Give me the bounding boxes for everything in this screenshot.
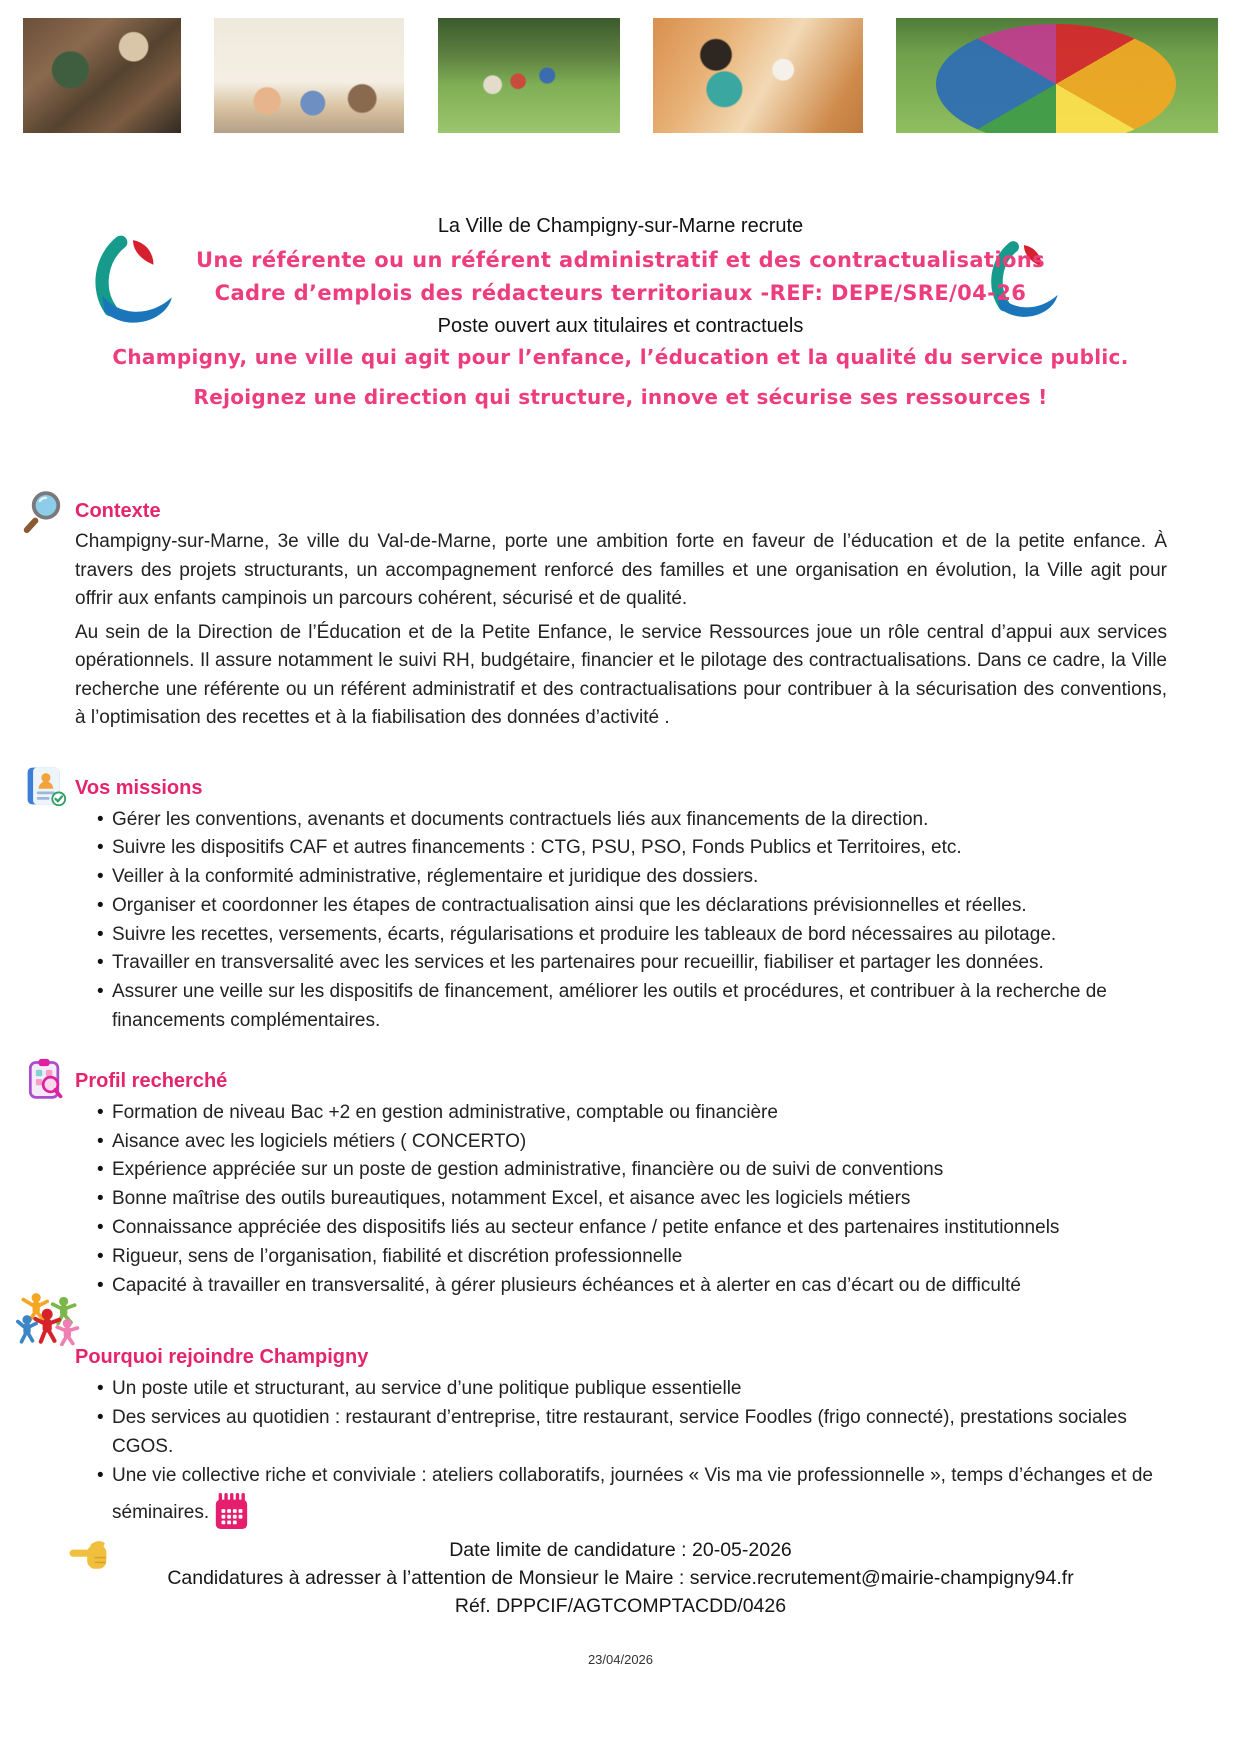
section-pourquoi: [75, 1346, 1167, 1540]
profil-heading: [75, 1070, 1167, 1093]
list-item: • Suivre les dispositifs CAF et autres financements : CTG, PSU, PSO, Fonds Publics et Territoires, etc.: [97, 834, 1167, 863]
list-item: • Aisance avec les logiciels métiers ( CONCERTO): [97, 1128, 1167, 1157]
list-item: • Connaissance appréciée des dispositifs liés au secteur enfance / petite enfance et des partenaires institutionnels: [97, 1214, 1167, 1243]
document-body: [75, 440, 1167, 1540]
job-title: Une référente ou un référent administratif et des contractualisations: [195, 248, 1046, 272]
photo-toddlers-indoor: [214, 18, 404, 133]
list-item: • Veiller à la conformité administrative, réglementaire et juridique des dossiers.: [97, 863, 1167, 892]
tagline-line1: Champigny, une ville qui agit pour l’enfance, l’éducation et la qualité du service public.: [112, 345, 1129, 369]
profil-list: [75, 1099, 1167, 1301]
job-grade-reference: Cadre d’emplois des rédacteurs territoriaux -REF: DEPE/SRE/04-26: [214, 281, 1027, 305]
section-profil: [75, 1070, 1167, 1301]
list-item: • Travailler en transversalité avec les services et les partenaires pour recueillir, fiabiliser et partager les données.: [97, 949, 1167, 978]
section-contexte: [75, 500, 1167, 733]
photo-park-running: [438, 18, 620, 133]
photo-strip: [23, 18, 1218, 133]
list-item: • Organiser et coordonner les étapes de contractualisation ainsi que les déclarations prévisionnelles et réelles.: [97, 892, 1167, 921]
missions-heading: [75, 777, 1167, 800]
missions-heading-label: Vos missions: [75, 776, 203, 799]
photo-children-lunch: [653, 18, 863, 133]
list-item-text: Une vie collective riche et conviviale : ateliers collaboratifs, journées « Vis ma vie professionnelle », temps d’échanges et de séminaires.: [112, 1464, 1153, 1523]
notebook-person-icon: [23, 764, 67, 814]
list-item: • Assurer une veille sur les dispositifs de financement, améliorer les outils et procédures, et contribuer à la recherche de financements complémentaires.: [97, 978, 1167, 1036]
contexte-heading: [75, 500, 1167, 523]
footer: [0, 1536, 1241, 1620]
header-intro: La Ville de Champigny-sur-Marne recrute: [437, 215, 804, 237]
clipboard-magnifier-icon: [23, 1057, 67, 1107]
deadline-line: Date limite de candidature : 20-05-2026: [449, 1539, 792, 1561]
header: [0, 215, 1241, 338]
pourquoi-list: [75, 1375, 1167, 1540]
photo-children-hug: [23, 18, 181, 133]
photo-parachute-game: [896, 18, 1218, 133]
contexte-heading-label: Contexte: [75, 500, 161, 522]
list-item: • Formation de niveau Bac +2 en gestion administrative, comptable ou financière: [97, 1099, 1167, 1128]
tagline: [0, 345, 1241, 409]
pourquoi-heading-label: Pourquoi rejoindre Champigny: [75, 1346, 369, 1369]
list-item: • Expérience appréciée sur un poste de gestion administrative, financière ou de suivi de conventions: [97, 1156, 1167, 1185]
rainbow-parachute: [936, 24, 1176, 133]
list-item: • Gérer les conventions, avenants et documents contractuels liés aux financements de la direction.: [97, 806, 1167, 835]
list-item: • Des services au quotidien : restaurant d’entreprise, titre restaurant, service Foodles (frigo connecté), prestations sociales CGOS.: [97, 1404, 1167, 1462]
list-item: • Suivre les recettes, versements, écarts, régularisations et produire les tableaux de bord nécessaires au pilotage.: [97, 921, 1167, 950]
section-missions: [75, 777, 1167, 1036]
list-item: • Rigueur, sens de l’organisation, fiabilité et discrétion professionnelle: [97, 1243, 1167, 1272]
contexte-paragraph-1: Champigny-sur-Marne, 3e ville du Val-de-Marne, porte une ambition forte en faveur de l’éducation et de la petite enfance. À travers des projets structurants, un accompagnement renforcé des familles et une organisation en évolution, la Ville agit pour offrir aux enfants campinois un parcours cohérent, sécurisé et de qualité.: [75, 531, 1167, 609]
printed-date: 23/04/2026: [587, 1652, 654, 1667]
list-item: • Capacité à travailler en transversalité, à gérer plusieurs échéances et à alerter en cas d’écart ou de difficulté: [97, 1272, 1167, 1301]
pourquoi-heading: [75, 1346, 1167, 1369]
contexte-paragraph-2: Au sein de la Direction de l’Éducation et de la Petite Enfance, le service Ressources joue un rôle central d’appui aux services opérationnels. Il assure notamment le suivi RH, budgétaire, financier et le pilotage des contractualisations. Dans ce cadre, la Ville recherche une référente ou un référent administratif et des contractualisations pour contribuer à la sécurisation des conventions, à l’optimisation des recettes et à la fiabilisation des données d’activité .: [75, 621, 1167, 728]
children-figures-icon: [16, 1288, 82, 1351]
missions-list: [75, 806, 1167, 1036]
calendar-icon: [212, 1491, 250, 1541]
reference-line: Réf. DPPCIF/AGTCOMPTACDD/0426: [454, 1595, 787, 1617]
profil-heading-label: Profil recherché: [75, 1069, 228, 1092]
tagline-line2: Rejoignez une direction qui structure, innove et sécurise ses ressources !: [193, 385, 1048, 409]
job-openness: Poste ouvert aux titulaires et contractuels: [437, 315, 804, 337]
list-item: [97, 1462, 1167, 1541]
list-item: • Bonne maîtrise des outils bureautiques, notamment Excel, et aisance avec les logiciels métiers: [97, 1185, 1167, 1214]
list-item: • Un poste utile et structurant, au service d’une politique publique essentielle: [97, 1375, 1167, 1404]
magnifier-icon: [23, 487, 69, 539]
apply-line: Candidatures à adresser à l’attention de Monsieur le Maire : service.recrutement@mairie-champigny94.fr: [167, 1567, 1074, 1589]
